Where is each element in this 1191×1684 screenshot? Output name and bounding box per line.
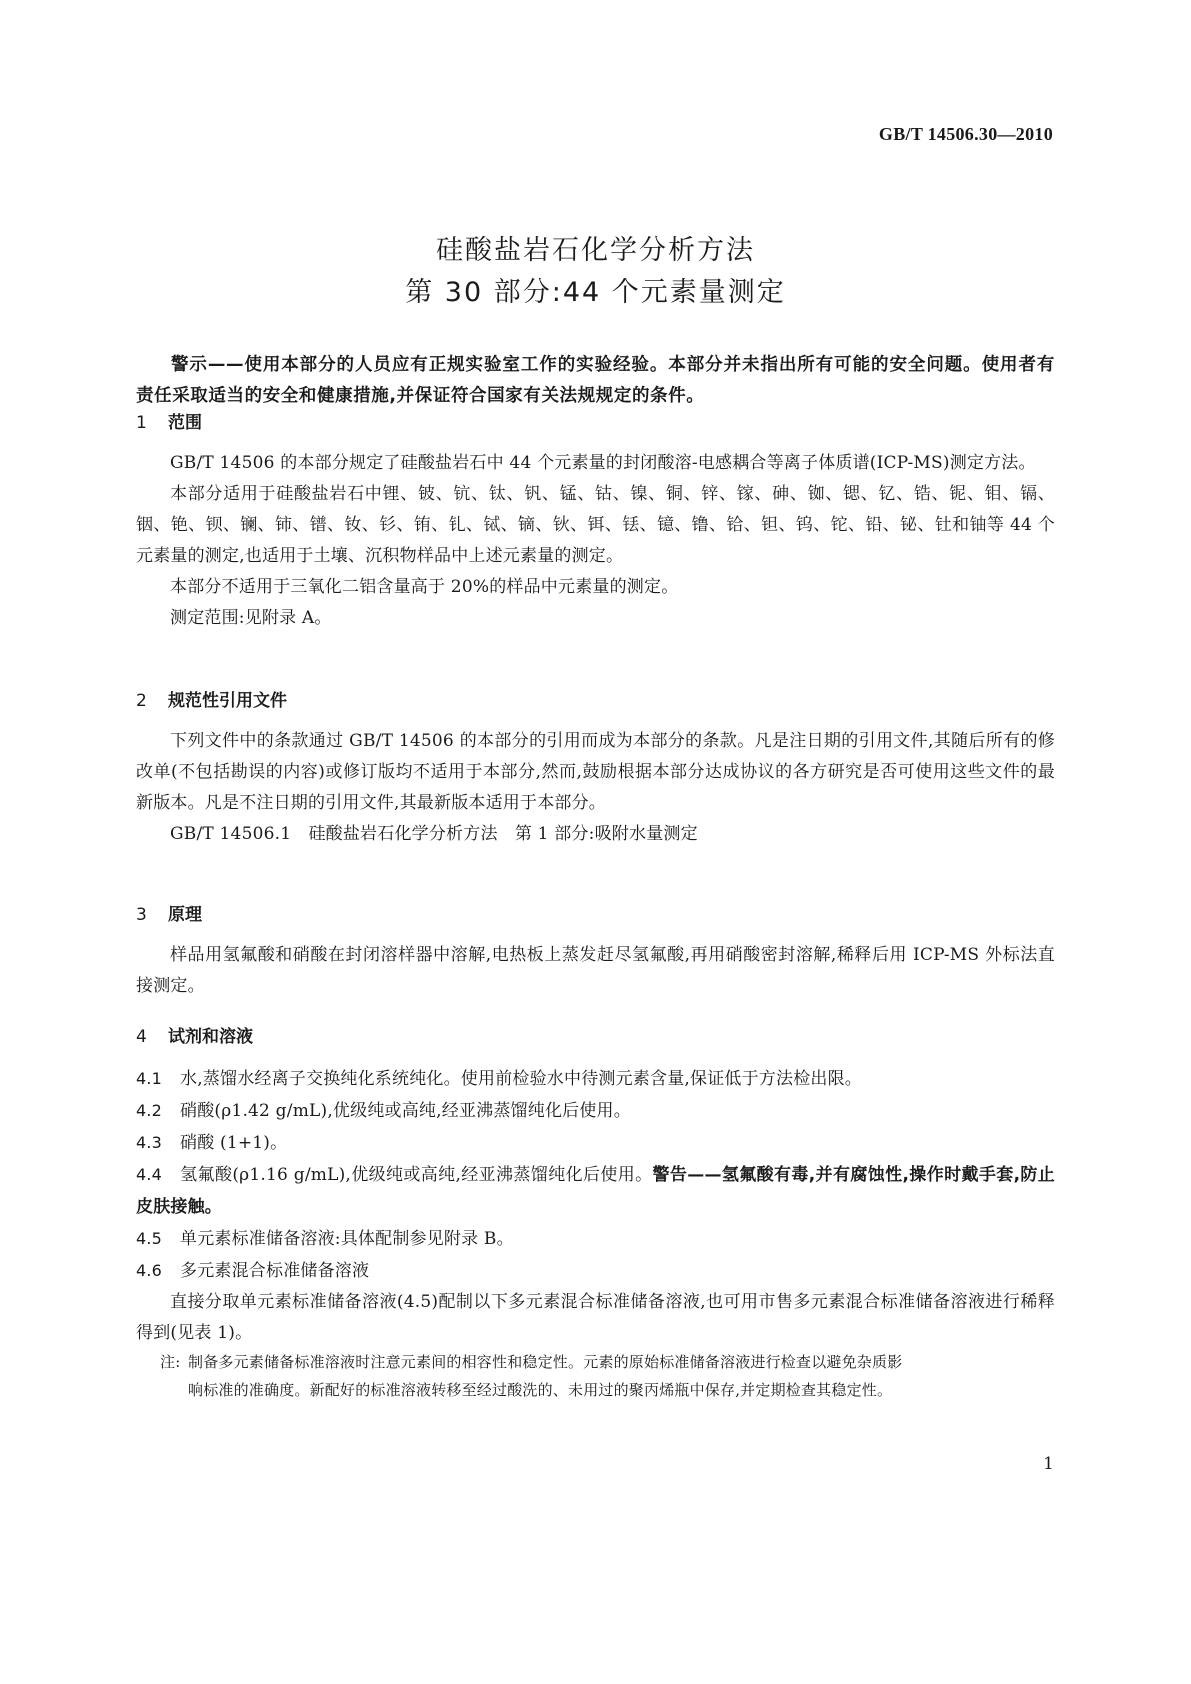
item-text: 硝酸(ρ1.42 g/mL),优级纯或高纯,经亚沸蒸馏纯化后使用。 <box>180 1101 631 1121</box>
list-item <box>136 1127 1055 1159</box>
section-number: 3 <box>136 905 147 925</box>
page-number: 1 <box>1043 1454 1054 1474</box>
safety-warning: 警示——使用本部分的人员应有正规实验室工作的实验经验。本部分并未指出所有可能的安全问题。使用者有责任采取适当的安全和健康措施,并保证符合国家有关法规规定的条件。 <box>136 355 1055 406</box>
item-number: 4.6 <box>136 1261 163 1280</box>
note-label: 注: <box>160 1353 181 1371</box>
section-number: 4 <box>136 1027 147 1047</box>
section-title: 规范性引用文件 <box>168 691 287 711</box>
paragraph: 本部分适用于硅酸盐岩石中锂、铍、钪、钛、钒、锰、钴、镍、铜、锌、镓、砷、铷、锶、钇、锆、铌、钼、镉、铟、铯、钡、镧、铈、镨、钕、钐、铕、钆、铽、镝、钬、铒、铥、镱、镥、铪、钽、钨、铊、铅、铋、钍和铀等 44 个元素量的测定,也适用于土壤、沉积物样品中上述元素量的测定。 <box>136 484 1055 566</box>
paragraph: 下列文件中的条款通过 GB/T 14506 的本部分的引用而成为本部分的条款。凡是注日期的引用文件,其随后所有的修改单(不包括勘误的内容)或修订版均不适用于本部分,然而,鼓励根据本部分达成协议的各方研究是否可使用这些文件的最新版本。凡是不注日期的引用文件,其最新版本适用于本部分。 <box>136 731 1055 813</box>
note-line: 响标准的准确度。新配好的标准溶液转移至经过酸洗的、未用过的聚丙烯瓶中保存,并定期检查其稳定性。 <box>188 1381 893 1399</box>
list-item <box>136 1063 1055 1095</box>
section-title: 试剂和溶液 <box>168 1027 253 1047</box>
section-2-body <box>136 726 1055 850</box>
section-4-heading <box>136 1022 253 1047</box>
item-number: 4.4 <box>136 1165 163 1184</box>
item-number: 4.3 <box>136 1133 163 1152</box>
item-number: 4.2 <box>136 1101 163 1120</box>
list-item <box>136 1095 1055 1127</box>
section-number: 2 <box>136 691 147 711</box>
list-item <box>136 1255 1055 1287</box>
paragraph: 直接分取单元素标准储备溶液(4.5)配制以下多元素混合标准储备溶液,也可用市售多元素混合标准储备溶液进行稀释得到(见表 1)。 <box>136 1292 1055 1343</box>
note-line <box>160 1348 1040 1376</box>
normative-reference: GB/T 14506.1 硅酸盐岩石化学分析方法 第 1 部分:吸附水量测定 <box>170 824 698 844</box>
section-title: 原理 <box>168 905 202 925</box>
section-3-heading <box>136 900 202 925</box>
document-title: 硅酸盐岩石化学分析方法 <box>436 235 755 266</box>
list-item <box>136 1223 1055 1255</box>
paragraph: GB/T 14506 的本部分规定了硅酸盐岩石中 44 个元素量的封闭酸溶-电感耦合等离子体质谱(ICP-MS)测定方法。 <box>170 453 1036 473</box>
section-3-body <box>136 940 1055 1002</box>
document-subtitle: 第 30 部分:44 个元素量测定 <box>405 277 786 308</box>
item-text: 水,蒸馏水经离子交换纯化系统纯化。使用前检验水中待测元素含量,保证低于方法检出限。 <box>180 1069 863 1089</box>
item-number: 4.1 <box>136 1069 163 1088</box>
note <box>160 1348 1040 1404</box>
item-text: 多元素混合标准储备溶液 <box>180 1261 370 1281</box>
section-2-heading <box>136 686 287 711</box>
paragraph: 测定范围:见附录 A。 <box>170 608 332 628</box>
paragraph: 本部分不适用于三氧化二铝含量高于 20%的样品中元素量的测定。 <box>170 577 679 597</box>
section-4-body <box>136 1063 1055 1349</box>
section-title: 范围 <box>168 413 202 433</box>
item-text: 单元素标准储备溶液:具体配制参见附录 B。 <box>180 1229 514 1249</box>
hazard-warning: 警告——氢氟酸有毒,并有腐蚀性,操作时戴手套,防止皮肤接触。 <box>136 1165 1056 1217</box>
item-text: 氢氟酸(ρ1.16 g/mL),优级纯或高纯,经亚沸蒸馏纯化后使用。 <box>180 1165 653 1185</box>
section-1-heading <box>136 408 202 433</box>
item-text: 硝酸 (1+1)。 <box>180 1133 288 1153</box>
paragraph: 样品用氢氟酸和硝酸在封闭溶样器中溶解,电热板上蒸发赶尽氢氟酸,再用硝酸密封溶解,稀释后用 ICP-MS 外标法直接测定。 <box>136 945 1055 996</box>
standard-code: GB/T 14506.30—2010 <box>878 124 1053 144</box>
item-number: 4.5 <box>136 1229 163 1248</box>
section-1-body <box>136 448 1055 634</box>
note-text: 制备多元素储备标准溶液时注意元素间的相容性和稳定性。元素的原始标准储备溶液进行检查以避免杂质影 <box>188 1353 903 1371</box>
list-item <box>136 1159 1055 1223</box>
section-number: 1 <box>136 413 147 433</box>
